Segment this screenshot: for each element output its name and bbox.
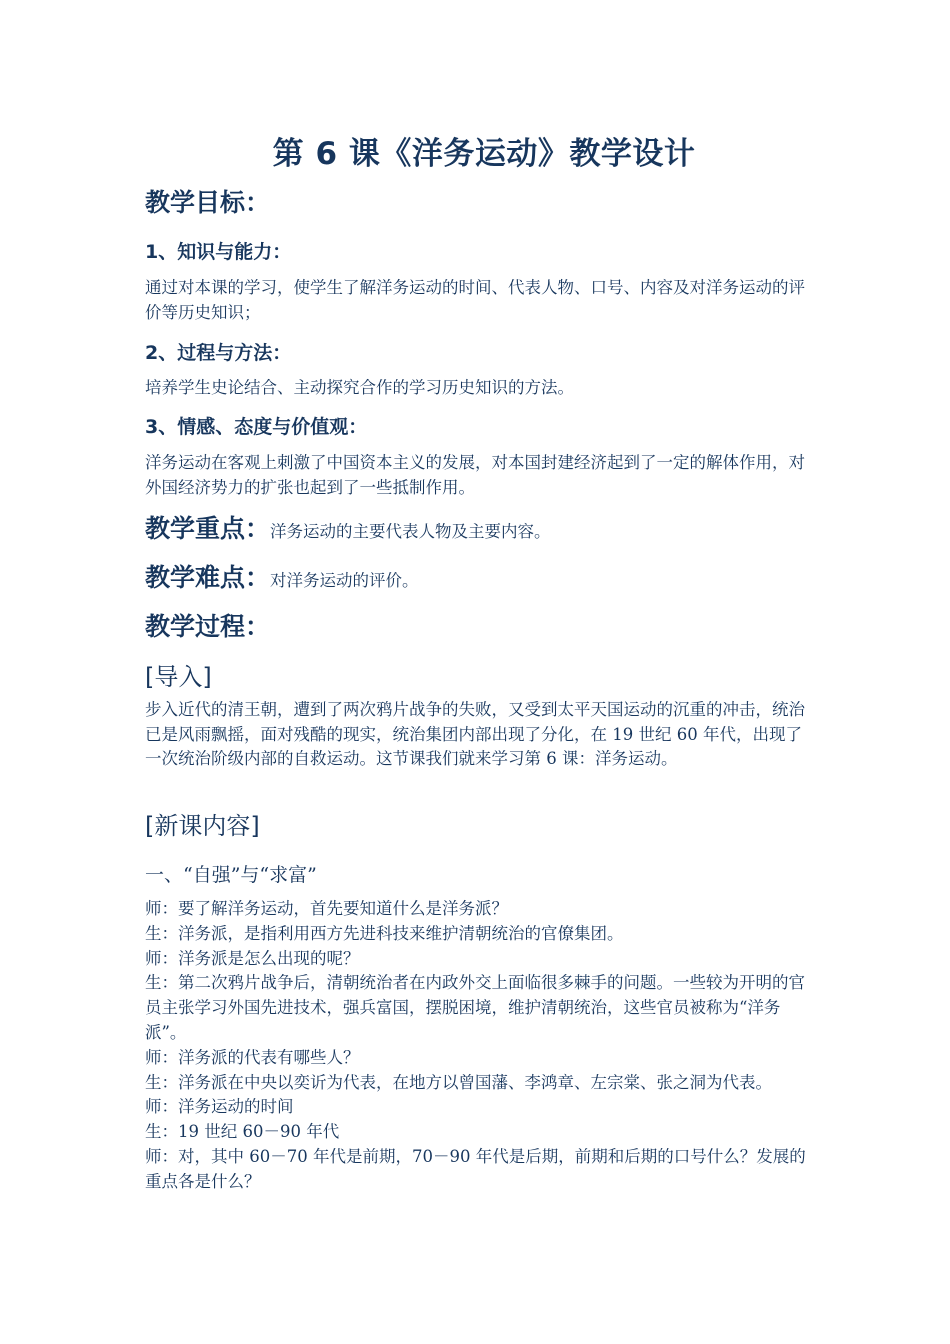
objective-1-text: 通过对本课的学习，使学生了解洋务运动的时间、代表人物、口号、内容及对洋务运动的评价等历史知识； <box>145 278 805 322</box>
process-heading: 教学过程： <box>145 612 271 641</box>
objective-3-text: 洋务运动在客观上刺激了中国资本主义的发展，对本国封建经济起到了一定的解体作用，对外国经济势力的扩张也起到了一些抵制作用。 <box>145 453 805 497</box>
dialogue-line: 师：洋务派的代表有哪些人？ <box>145 1047 360 1067</box>
key-point-text: 洋务运动的主要代表人物及主要内容。 <box>270 522 551 541</box>
intro-heading: [导入] <box>145 663 212 691</box>
objective-2-heading: 2、过程与方法： <box>145 342 292 364</box>
key-point-label: 教学重点： <box>145 514 271 543</box>
dialogue-line: 师：对，其中 60－70 年代是前期，70－90 年代是后期，前期和后期的口号什么？发展的重点各是什么？ <box>145 1146 806 1191</box>
dialogue-line: 生：19 世纪 60－90 年代 <box>145 1122 340 1142</box>
dialogue-line: 师：洋务运动的时间 <box>145 1097 294 1117</box>
objective-1-heading: 1、知识与能力： <box>145 241 292 263</box>
objective-2-text: 培养学生史论结合、主动探究合作的学习历史知识的方法。 <box>145 378 574 397</box>
document-title: 第 6 课《洋务运动》教学设计 <box>272 136 696 172</box>
intro-text: 步入近代的清王朝，遭到了两次鸦片战争的失败，又受到太平天国运动的沉重的冲击，统治已是风雨飘摇，面对残酷的现实，统治集团内部出现了分化，在 19 世纪 60 年代，出现了一次统治阶级内部的自救运动。这节课我们就来学习第 6 课：洋务运动。 <box>145 700 805 768</box>
dialogue-line: 生：洋务派在中央以奕䜣为代表，在地方以曾国藩、李鸿章、左宗棠、张之洞为代表。 <box>145 1072 772 1092</box>
dialogue-list <box>145 897 817 1195</box>
dialogue-line: 生：第二次鸦片战争后，清朝统治者在内政外交上面临很多棘手的问题。一些较为开明的官员主张学习外国先进技术，强兵富国，摆脱困境，维护清朝统治，这些官员被称为“洋务派”。 <box>145 973 805 1042</box>
dialogue-line: 生：洋务派，是指利用西方先进科技来维护清朝统治的官僚集团。 <box>145 923 624 943</box>
difficulty-label: 教学难点： <box>145 563 271 592</box>
new-content-heading: [新课内容] <box>145 812 260 840</box>
dialogue-line: 师：洋务派是怎么出现的呢？ <box>145 948 360 968</box>
difficulty-text: 对洋务运动的评价。 <box>270 571 419 590</box>
objective-3-heading: 3、情感、态度与价值观： <box>145 416 368 438</box>
key-point <box>145 509 817 545</box>
difficulty-point <box>145 558 817 594</box>
section-1-heading: 一、“自强”与“求富” <box>145 864 317 886</box>
objectives-heading: 教学目标： <box>145 188 271 217</box>
dialogue-line: 师：要了解洋务运动，首先要知道什么是洋务派？ <box>145 899 508 918</box>
